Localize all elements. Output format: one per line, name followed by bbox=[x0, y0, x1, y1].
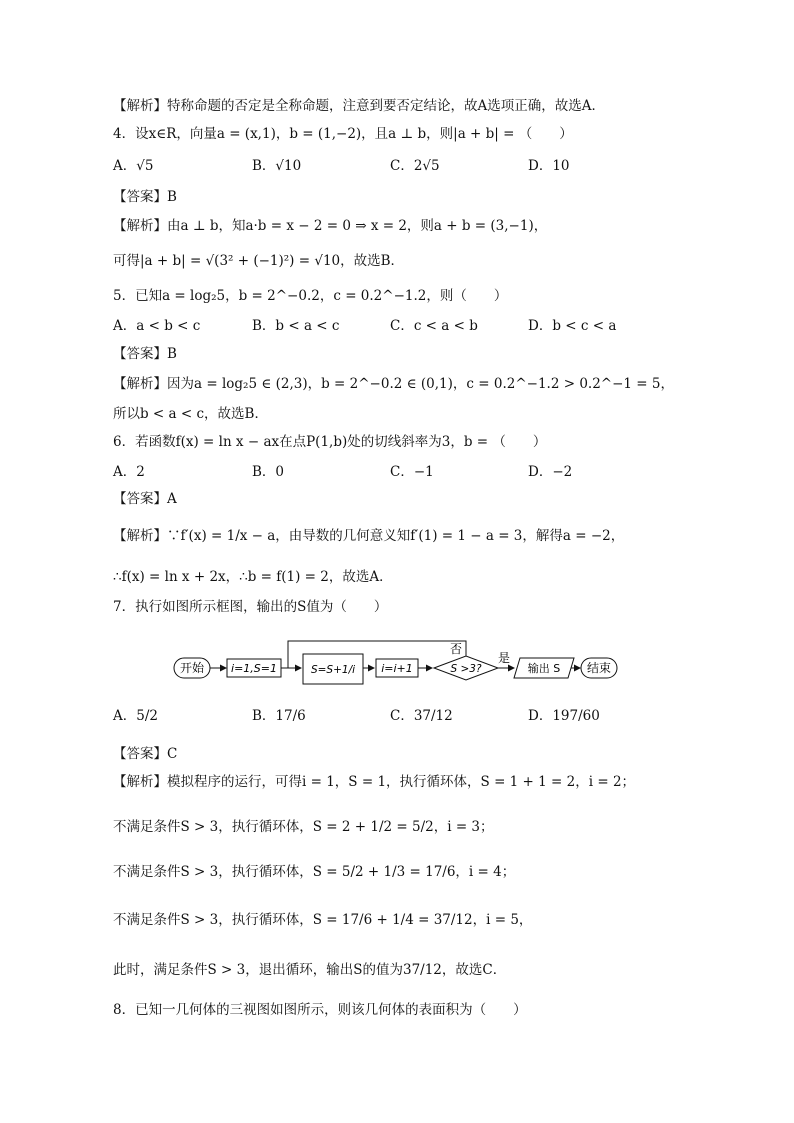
q6-stem: 6．若函数f(x) = ln x − ax在点P(1,b)处的切线斜率为3，b = （ ） bbox=[113, 434, 547, 450]
q5-analysis-1: 【解析】因为a = log₂5 ∈ (2,3)，b = 2^−0.2 ∈ (0,1)，c = 0.2^−1.2 > 0.2^−1 = 5， bbox=[113, 376, 674, 392]
q4-answer: 【答案】B bbox=[113, 189, 177, 205]
q7-option-b: B．17/6 bbox=[252, 708, 306, 724]
q7-stem: 7．执行如图所示框图，输出的S值为（ ） bbox=[113, 599, 388, 615]
q5-option-a: A．a < b < c bbox=[113, 318, 201, 334]
q4-option-d: D．10 bbox=[528, 158, 570, 174]
q7-analysis-4: 不满足条件S > 3，执行循环体，S = 17/6 + 1/4 = 37/12，i = 5， bbox=[113, 912, 533, 928]
q7-answer: 【答案】C bbox=[113, 746, 178, 762]
q5-answer: 【答案】B bbox=[113, 346, 177, 362]
q3-analysis: 【解析】特称命题的否定是全称命题，注意到要否定结论，故A选项正确，故选A． bbox=[113, 98, 605, 114]
q6-option-c: C．−1 bbox=[390, 464, 434, 480]
q7-flowchart bbox=[170, 634, 620, 690]
flow-yes-label: 是 bbox=[497, 651, 511, 665]
q4-analysis-2: 可得|a + b| = √(3² + (−1)²) = √10，故选B． bbox=[113, 253, 405, 269]
q5-option-d: D．b < c < a bbox=[528, 318, 617, 334]
flow-no-label: 否 bbox=[449, 642, 463, 656]
q6-option-a: A．2 bbox=[113, 464, 145, 480]
q6-option-d: D．−2 bbox=[528, 464, 573, 480]
q6-option-b: B．0 bbox=[252, 464, 285, 480]
flow-output-label: 输出 S bbox=[527, 662, 561, 675]
q4-option-a: A．√5 bbox=[113, 158, 154, 174]
q7-option-c: C．37/12 bbox=[390, 708, 453, 724]
q6-answer: 【答案】A bbox=[113, 491, 177, 507]
flow-end-label: 结束 bbox=[586, 661, 612, 675]
q5-stem: 5．已知a = log₂5，b = 2^−0.2，c = 0.2^−1.2，则（ ） bbox=[113, 288, 508, 304]
q6-analysis-1: 【解析】∵f′(x) = 1/x − a，由导数的几何意义知f′(1) = 1 − a = 3，解得a = −2， bbox=[113, 528, 625, 544]
q7-analysis-3: 不满足条件S > 3，执行循环体，S = 5/2 + 1/3 = 17/6，i = 4； bbox=[113, 864, 516, 880]
q6-analysis-2: ∴f(x) = ln x + 2x，∴b = f(1) = 2，故选A． bbox=[113, 569, 393, 585]
q4-stem: 4．设x∈R，向量a = (x,1)，b = (1,−2)，且a ⊥ b，则|a + b| = （ ） bbox=[113, 126, 573, 142]
flow-start-label: 开始 bbox=[179, 661, 205, 675]
q7-analysis-5: 此时，满足条件S > 3，退出循环，输出S的值为37/12，故选C． bbox=[113, 962, 507, 978]
q7-option-a: A．5/2 bbox=[113, 708, 158, 724]
flow-assign-label: S=S+1/i bbox=[310, 664, 356, 676]
q7-analysis-2: 不满足条件S > 3，执行循环体，S = 2 + 1/2 = 5/2，i = 3； bbox=[113, 819, 494, 835]
q7-analysis-1: 【解析】模拟程序的运行，可得i = 1，S = 1，执行循环体，S = 1 + 1 = 2，i = 2； bbox=[113, 774, 636, 790]
q7-option-d: D．197/60 bbox=[528, 708, 600, 724]
q5-option-b: B．b < a < c bbox=[252, 318, 340, 334]
q4-analysis-1: 【解析】由a ⊥ b，知a·b = x − 2 = 0 ⇒ x = 2，则a + b = (3,−1)， bbox=[113, 218, 548, 234]
flow-init-label: i=1,S=1 bbox=[231, 662, 277, 675]
q4-option-b: B．√10 bbox=[252, 158, 302, 174]
q5-option-c: C．c < a < b bbox=[390, 318, 478, 334]
flow-condition-label: S >3? bbox=[450, 663, 482, 675]
q5-analysis-2: 所以b < a < c，故选B． bbox=[113, 406, 268, 422]
q4-option-c: C．2√5 bbox=[390, 158, 440, 174]
q8-stem: 8．已知一几何体的三视图如图所示，则该几何体的表面积为（ ） bbox=[113, 1002, 527, 1018]
flow-incr-label: i=i+1 bbox=[381, 662, 413, 675]
